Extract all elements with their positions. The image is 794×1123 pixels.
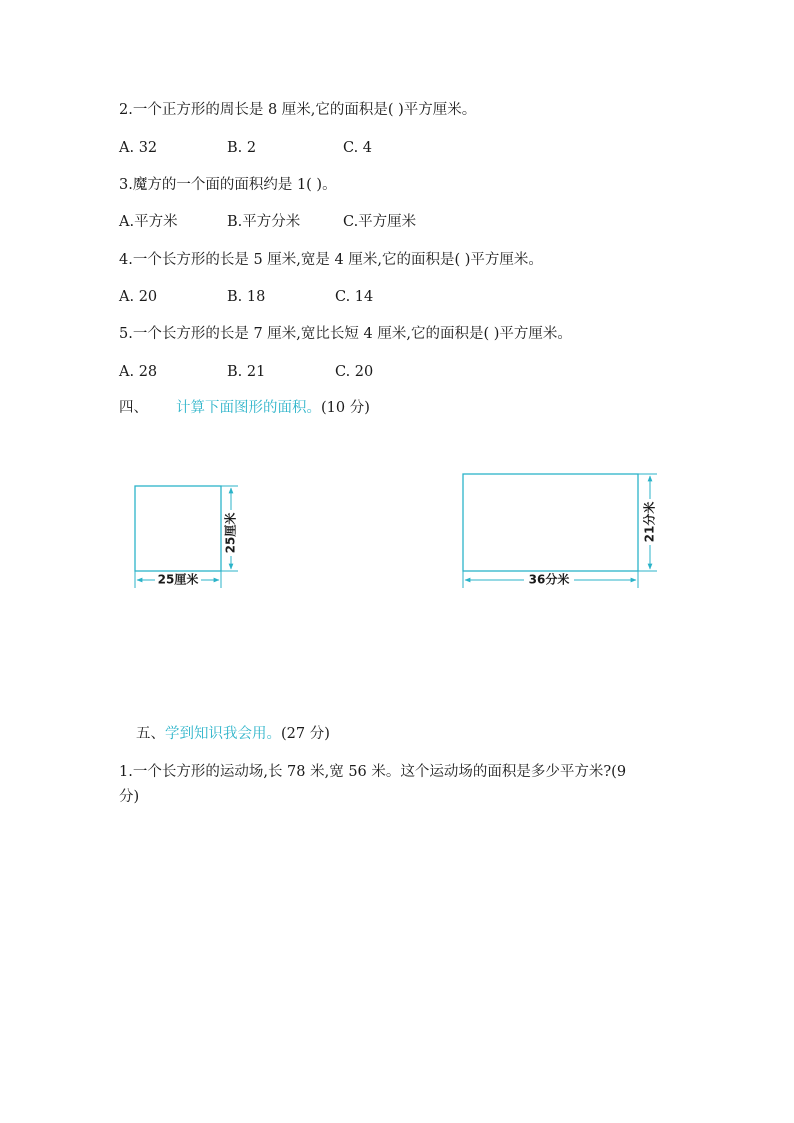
rectangle-shape (463, 474, 638, 571)
section-4-points: (10 分) (321, 400, 370, 416)
section-4-number: 四、 (119, 400, 148, 416)
section-5-title: 学到知识我会用。 (165, 726, 281, 742)
question-3-option-c: C.平方厘米 (343, 214, 417, 230)
question-5-option-c: C. 20 (335, 364, 374, 380)
section-5-question-1-line-1: 1.一个长方形的运动场,长 78 米,宽 56 米。这个运动场的面积是多少平方米?(9 (119, 764, 627, 780)
question-4-option-c: C. 14 (335, 289, 374, 305)
question-4-text: 4.一个长方形的长是 5 厘米,宽是 4 厘米,它的面积是( )平方厘米。 (119, 252, 543, 268)
question-3-text: 3.魔方的一个面的面积约是 1( )。 (119, 177, 337, 193)
rect-side-label: 21分米 (642, 501, 657, 543)
question-2-option-b: B. 2 (227, 140, 257, 156)
section-4-title: 计算下面图形的面积。 (176, 400, 321, 416)
question-4-option-b: B. 18 (227, 289, 266, 305)
question-3-option-b: B.平方分米 (227, 214, 301, 230)
square-side-label: 25厘米 (223, 512, 238, 554)
section-5-heading (136, 724, 330, 744)
question-5-option-a: A. 28 (119, 364, 158, 380)
square-bottom-label: 25厘米 (157, 572, 199, 587)
question-5-text: 5.一个长方形的长是 7 厘米,宽比长短 4 厘米,它的面积是( )平方厘米。 (119, 326, 572, 342)
square-figure (135, 486, 239, 588)
square-shape (135, 486, 221, 571)
question-2-option-c: C. 4 (343, 140, 373, 156)
section-5-question-1-line-2: 分) (119, 789, 140, 805)
question-5-option-b: B. 21 (227, 364, 266, 380)
rectangle-figure (463, 474, 659, 588)
section-5-number: 五、 (136, 726, 165, 742)
question-4-option-a: A. 20 (119, 289, 158, 305)
question-3-option-a: A.平方米 (119, 214, 178, 230)
question-2-text: 2.一个正方形的周长是 8 厘米,它的面积是( )平方厘米。 (119, 102, 477, 118)
question-2-option-a: A. 32 (119, 140, 158, 156)
rect-bottom-label: 36分米 (528, 572, 570, 587)
section-5-points: (27 分) (281, 726, 330, 742)
